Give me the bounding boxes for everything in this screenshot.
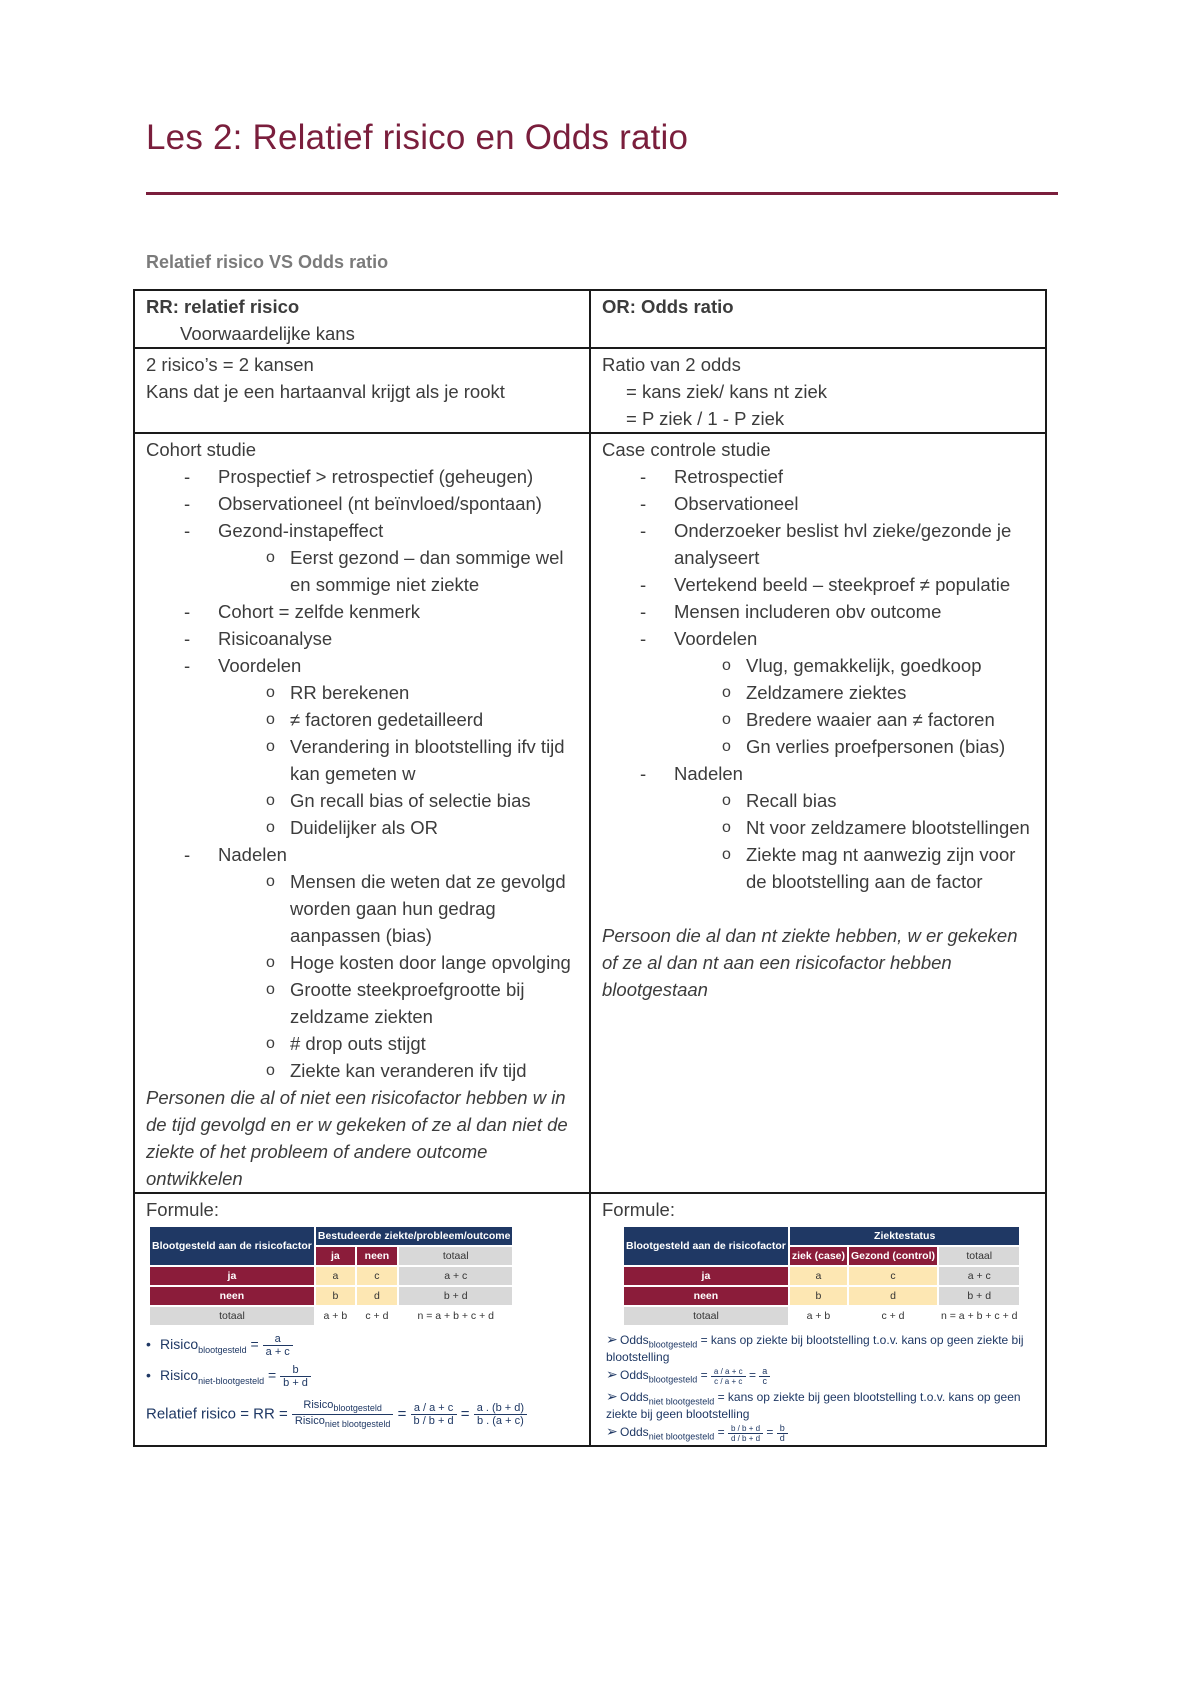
table-cell: a [790,1267,847,1285]
or-header-cell [590,290,1046,348]
bullet-icon: • [146,1336,151,1353]
table-cell: c + d [881,1310,905,1322]
rr-definition-line: Kans dat je een hartaanval krijgt als je rookt [146,381,505,402]
case-control-cell [590,433,1046,1193]
rr-header: RR: relatief risico [146,296,300,317]
sub-list-item: o Gn verlies proefpersonen (bias) [674,733,1035,760]
table-header: Ziektestatus [790,1227,1020,1245]
rr-formula-cell [134,1193,590,1446]
or-contingency-table [622,1225,1021,1327]
sub-list [218,868,579,1084]
list-item [146,517,579,598]
sub-list [218,544,579,598]
table-cell: b [316,1287,355,1305]
cohort-cell [134,433,590,1193]
rr-definition-line: 2 risico’s = 2 kansen [146,354,314,375]
odds-unexposed-formula: ➢ Odds$_{niet blootgesteld}$ = $\frac{b / b + d}{d / b + d}$ = $\frac{b}{d}$ [606,1423,1035,1444]
list-item: - Vertekend beeld – steekproef ≠ populatie [602,571,1035,598]
cohort-title: Cohort studie [146,439,257,460]
col-header: neen [357,1247,397,1265]
arrow-bullet-icon: ➢ [606,1423,618,1440]
list-item [146,841,579,1084]
or-header: OR: Odds ratio [602,296,734,317]
table-cell: a + b [323,1310,348,1322]
arrow-bullet-icon: ➢ [606,1331,618,1347]
col-header: totaal [939,1247,1019,1265]
table-cell: d [357,1287,397,1305]
table-cell: d [849,1287,937,1305]
odds-exposed-definition: ➢ Odds$_{blootgesteld}$ = kans op ziekte bij blootstelling t.o.v. kans op geen ziekte bij blootstelling [606,1331,1024,1365]
sub-list-item: o Grootte steekproefgrootte bij zeldzame ziekten [218,976,579,1030]
or-formula-image [602,1225,1035,1445]
comparison-table [133,289,1047,1447]
table-cell: c [849,1267,937,1285]
list-item: - Mensen includeren obv outcome [602,598,1035,625]
spacer [602,895,1035,922]
table-row [134,1193,1046,1446]
formula-label: Formule: [146,1199,219,1220]
list-item-label: Voordelen [218,655,302,676]
rr-header-sub: Voorwaardelijke kans [180,323,355,344]
row-header: neen [624,1287,788,1305]
sub-list-item: o Zeldzamere ziektes [674,679,1035,706]
section-subtitle: Relatief risico VS Odds ratio [146,252,389,272]
formula-label: Formule: [602,1199,675,1220]
sub-list-item: o Duidelijker als OR [218,814,579,841]
sub-list-item: o ≠ factoren gedetailleerd [218,706,579,733]
sub-list [674,652,1035,760]
relative-risk-formula: Relatief risico = RR = $\frac{Risico_{blootgesteld}}{Risico_{niet blootgesteld}}$ = $\frac{a / a + c}{b / b + d}$ = $\frac{a . (b + d)}{b . (a + c)}$ [146,1399,579,1430]
list-item [602,760,1035,895]
row-header: ja [150,1267,314,1285]
table-corner: Blootgesteld aan de risicofactor [624,1227,788,1265]
col-header: ja [316,1247,355,1265]
sub-list-item: o Ziekte mag nt aanwezig zijn voor de blootstelling aan de factor [674,841,1035,895]
list-item-label: Nadelen [218,844,287,865]
or-formula-cell [590,1193,1046,1446]
table-row [134,433,1046,1193]
sub-list-item: o # drop outs stijgt [218,1030,579,1057]
list-item: - Observationeel (nt beïnvloed/spontaan) [146,490,579,517]
rr-definition-cell [134,348,590,433]
list-item-label: Voordelen [674,628,758,649]
risk-unexposed-formula: • Risico$_{niet-blootgesteld}$ = $\frac{b}{b + d}$ [146,1364,579,1389]
sub-list-item: o Bredere waaier aan ≠ factoren [674,706,1035,733]
table-row [134,290,1046,348]
table-cell: n = a + b + c + d [417,1310,494,1322]
odds-unexposed-definition: ➢ Odds$_{niet blootgesteld}$ = kans op ziekte bij geen blootstelling t.o.v. kans op geen ziekte bij geen blootstelling [606,1387,1021,1422]
arrow-bullet-icon: ➢ [606,1387,618,1404]
col-header: ziek (case) [790,1247,847,1265]
sub-list-item: o RR berekenen [218,679,579,706]
col-header: Gezond (control) [849,1247,937,1265]
rr-header-cell [134,290,590,348]
title-divider [146,192,1058,195]
sub-list-item: o Gn recall bias of selectie bias [218,787,579,814]
table-cell: c [357,1267,397,1285]
list-item: - Cohort = zelfde kenmerk [146,598,579,625]
rr-contingency-table [148,1225,514,1327]
list-item-label: Nadelen [674,763,743,784]
list-item-label: Gezond-instapeffect [218,520,384,541]
list-item [146,652,579,841]
sub-list-item: o Vlug, gemakkelijk, goedkoop [674,652,1035,679]
col-header: totaal [399,1247,512,1265]
table-cell: n = a + b + c + d [941,1310,1018,1322]
table-corner: Blootgesteld aan de risicofactor [150,1227,314,1265]
odds-exposed-formula: ➢ Odds$_{blootgesteld}$ = $\frac{a / a + c}{c / a + c}$ = $\frac{a}{c}$ [606,1366,1035,1387]
table-cell: a [316,1267,355,1285]
or-definition-line: = P ziek / 1 - P ziek [626,408,785,429]
or-definition-line: = kans ziek/ kans nt ziek [626,381,828,402]
sub-list-item: o Verandering in blootstelling ifv tijd kan gemeten w [218,733,579,787]
page-title: Les 2: Relatief risico en Odds ratio [146,118,689,157]
table-cell: a + c [399,1267,512,1285]
case-control-note: Persoon die al dan nt ziekte hebben, w er gekeken of ze al dan nt aan een risicofactor hebben blootgestaan [602,925,1018,1000]
table-row [134,348,1046,433]
table-cell: a + c [939,1267,1019,1285]
list-item: - Observationeel [602,490,1035,517]
table-cell: c + d [365,1310,389,1322]
case-control-list [602,463,1035,895]
rr-formula-image [146,1225,579,1430]
or-definition-line: Ratio van 2 odds [602,354,741,375]
table-cell: a + b [806,1310,831,1322]
table-cell: b [790,1287,847,1305]
case-control-title: Case controle studie [602,439,771,460]
arrow-bullet-icon: ➢ [606,1366,618,1383]
risk-exposed-formula: • Risico$_{blootgesteld}$ = $\frac{a}{a + c}$ [146,1333,579,1358]
row-header: ja [624,1267,788,1285]
cohort-list [146,463,579,1084]
sub-list-item: o Eerst gezond – dan sommige wel en sommige niet ziekte [218,544,579,598]
table-header: Bestudeerde ziekte/probleem/outcome [316,1227,513,1245]
table-cell: b + d [399,1287,512,1305]
sub-list-item: o Recall bias [674,787,1035,814]
sub-list [674,787,1035,895]
list-item: - Onderzoeker beslist hvl zieke/gezonde je analyseert [602,517,1035,571]
bullet-icon: • [146,1367,151,1384]
list-item: - Retrospectief [602,463,1035,490]
row-header: totaal [624,1307,788,1325]
list-item: - Risicoanalyse [146,625,579,652]
list-item [602,625,1035,760]
list-item: - Prospectief > retrospectief (geheugen) [146,463,579,490]
sub-list-item: o Mensen die weten dat ze gevolgd worden gaan hun gedrag aanpassen (bias) [218,868,579,949]
sub-list-item: o Nt voor zeldzamere blootstellingen [674,814,1035,841]
row-header: totaal [150,1307,314,1325]
sub-list-item: o Ziekte kan veranderen ifv tijd [218,1057,579,1084]
or-definition-cell [590,348,1046,433]
sub-list-item: o Hoge kosten door lange opvolging [218,949,579,976]
row-header: neen [150,1287,314,1305]
sub-list [218,679,579,841]
table-cell: b + d [939,1287,1019,1305]
cohort-note: Personen die al of niet een risicofactor hebben w in de tijd gevolgd en er w gekeken of ze al dan niet de ziekte of het probleem of andere outcome ontwikkelen [146,1087,568,1189]
